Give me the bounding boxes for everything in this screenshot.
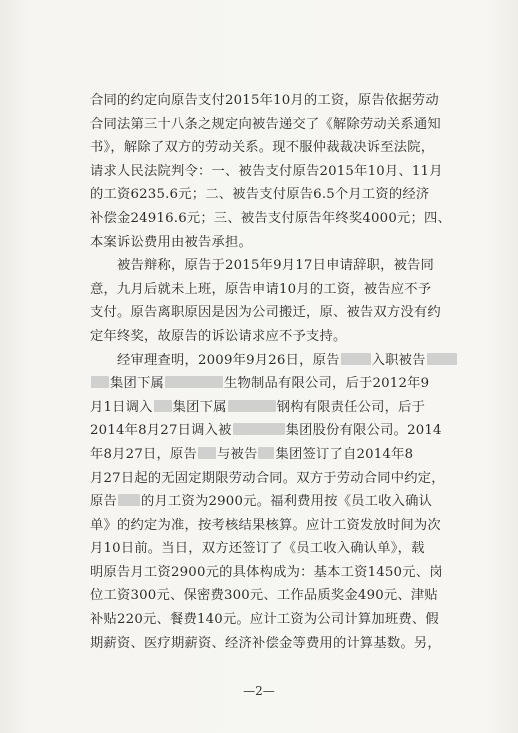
text-line: 书》，解除了双方的劳动关系。现不服仲裁裁决诉至法院， [90, 140, 435, 156]
page-number: —2— [243, 684, 275, 698]
text-line: 支付。原告离职原因是因为公司搬迁，原、被告双方没有约 [90, 305, 441, 321]
redaction-mark [228, 400, 276, 412]
text-line: 单》的约定为准，按考核结果核算。应计工资发放时间为次 [90, 517, 441, 533]
redaction-mark [341, 353, 371, 365]
document-body [90, 89, 451, 655]
text-line: 补偿金24916.6元；三、被告支付原告年终奖4000元；四、 [90, 210, 451, 226]
redaction-mark [91, 376, 109, 388]
text-line: 月1日调入 集团下属 钢构有限责任公司，后于 [90, 399, 426, 415]
text-line: 集团下属 生物制品有限公司，后于2012年9 [90, 372, 440, 396]
text-line: 经审理查明，2009年9月26日，原告 入职被告 [90, 349, 440, 373]
text-line: 位工资300元、保密费300元、工作品质奖金490元、津贴 [90, 588, 438, 604]
text-line: 月27日起的无固定期限劳动合同。双方于劳动合同中约定， [90, 470, 445, 486]
redaction-mark [165, 376, 223, 388]
text-line: 的工资6235.6元；二、被告支付原告6.5个月工资的经济 [90, 187, 430, 203]
text-line: 本案诉讼费用由被告承担。 [90, 234, 252, 250]
text-line: 合同法第三十八条之规定向被告递交了《解除劳动关系通知 [90, 116, 441, 132]
text-line: 明原告月工资2900元的具体构成为：基本工资1450元、岗 [90, 564, 443, 580]
text-line: 期薪资、医疗期薪资、经济补偿金等费用的计算基数。另， [90, 635, 441, 651]
redaction-mark [427, 353, 457, 365]
text-line: 补贴220元、餐费140元。应计工资为公司计算加班费、假 [90, 612, 439, 628]
text-line: 定年终奖，故原告的诉讼请求应不予支持。 [90, 328, 347, 344]
redaction-mark [118, 494, 140, 506]
text-line: 2014年8月27日调入被 集团股份有限公司。2014 [90, 423, 442, 439]
redaction-mark [233, 423, 285, 435]
text-line: 月10日前。当日，双方还签订了《员工收入确认单》，载 [90, 541, 425, 557]
text-line: 意，九月后就未上班，原告申请10月的工资，被告应不予 [90, 281, 432, 297]
redaction-mark [258, 447, 274, 459]
redaction-mark [154, 400, 172, 412]
redaction-mark [198, 447, 216, 459]
text-line: 请求人民法院判令：一、被告支付原告2015年10月、11月 [90, 163, 443, 179]
text-line: 被告辩称，原告于2015年9月17日申请辞职，被告同 [117, 258, 435, 274]
text-line: 年8月27日，原告 与被告 集团签订了自2014年8 [90, 446, 414, 462]
text-line: 原告 的月工资为2900元。福利费用按《员工收入确认 [90, 494, 433, 510]
text-line: 合同的约定向原告支付2015年10月的工资，原告依据劳动 [90, 93, 439, 108]
